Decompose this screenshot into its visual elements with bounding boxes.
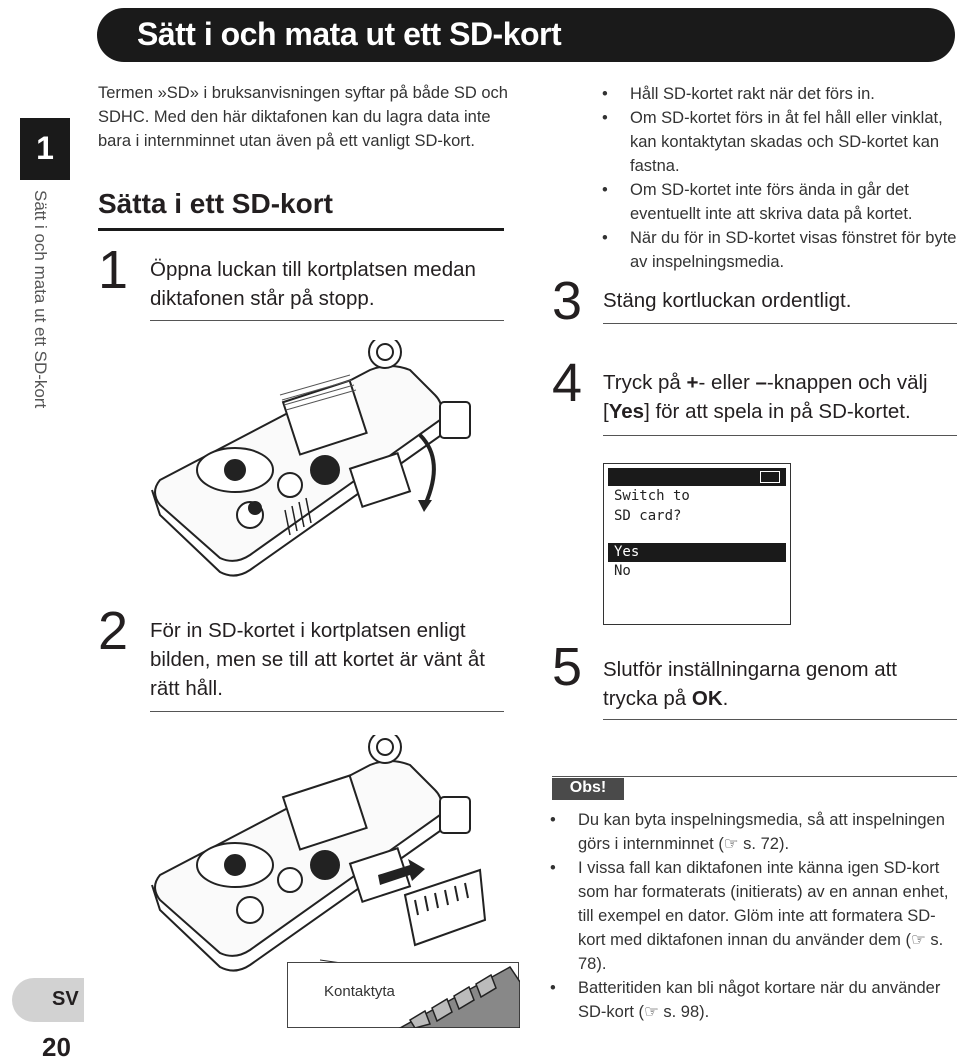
list-item: • Batteritiden kan bli något kortare när du använder SD-kort (☞ s. 98). [550,976,955,1024]
callout-label: Kontaktyta [324,983,395,1000]
intro-text: Termen »SD» i bruksanvisningen syftar på både SD och SDHC. Med den här diktafonen kan du lagra data inte bara i internminnet utan även på ett vanligt SD-kort. [98,84,508,150]
lcd-line-2: SD card? [614,508,682,524]
page-number: 20 [42,1032,71,1062]
step-1-rule [150,320,504,321]
step-4-rule [603,435,957,436]
list-item: • I vissa fall kan diktafonen inte känna igen SD-kort som har formaterats (initierats) av en annan enhet, till exempel en dator. Glöm inte att formatera SD-kort med diktafonen innan du använder dem (☞ s. 78). [550,856,955,976]
step-5-rule [603,719,957,720]
lcd-status-bar [608,468,786,486]
list-item: • Du kan byta inspelningsmedia, så att inspelningen görs i internminnet (☞ s. 72). [550,808,955,856]
page-title: Sätt i och mata ut ett SD-kort [137,16,562,52]
step-2-number: 2 [98,601,129,661]
step-1-text: Öppna luckan till kortplatsen medan diktafonen står på stopp. [150,258,476,310]
battery-icon [760,471,780,483]
chapter-tab [20,118,70,180]
recorder-illustration [140,340,500,585]
language-label: SV [52,988,79,1010]
step-2-text: För in SD-kortet i kortplatsen enligt bilden, men se till att kortet är vänt åt rätt håll. [150,619,485,700]
step-1-number: 1 [98,240,129,300]
obs-badge [552,778,624,800]
lcd-option-no: No [614,563,631,579]
lcd-option-yes: Yes [614,544,640,560]
chapter-side-title: Sätt i och mata ut ett SD-kort [31,190,50,409]
language-badge [12,978,84,1022]
step-4-text: Tryck på +- eller –-knappen och välj [Yes] för att spela in på SD-kortet. [603,371,928,423]
chapter-number: 1 [36,130,54,166]
step-3-rule [603,323,957,324]
step-4-number: 4 [552,353,583,413]
obs-label: Obs! [569,779,607,796]
obs-rule [552,776,957,777]
obs-list [550,808,955,1024]
list-item: • Om SD-kortet förs in åt fel håll eller vinklat, kan kontaktytan skadas och SD-kortet kan fastna. [602,106,958,178]
lcd-line-1: Switch to [614,488,690,504]
contact-closeup-illustration [390,962,520,1028]
recorder-card-illustration [140,735,500,995]
list-item: • När du för in SD-kortet visas fönstret för byte av inspelningsmedia. [602,226,958,274]
step-3-text: Stäng kortluckan ordentligt. [603,289,852,312]
section-rule [98,228,504,231]
section-title: Sätta i ett SD-kort [98,188,333,219]
list-item: • Håll SD-kortet rakt när det förs in. [602,82,958,106]
step-2-rule [150,711,504,712]
lcd-screen [603,463,791,625]
chapter-side-label [30,190,60,450]
step-3-number: 3 [552,271,583,331]
list-item: • Om SD-kortet inte förs ända in går det eventuellt inte att skriva data på kortet. [602,178,958,226]
step-5-text: Slutför inställningarna genom att trycka på OK. [603,658,898,710]
lid-arrow-icon [420,435,434,505]
step-5-number: 5 [552,637,583,697]
header-bar [97,8,955,62]
step-notes-list [602,82,958,274]
